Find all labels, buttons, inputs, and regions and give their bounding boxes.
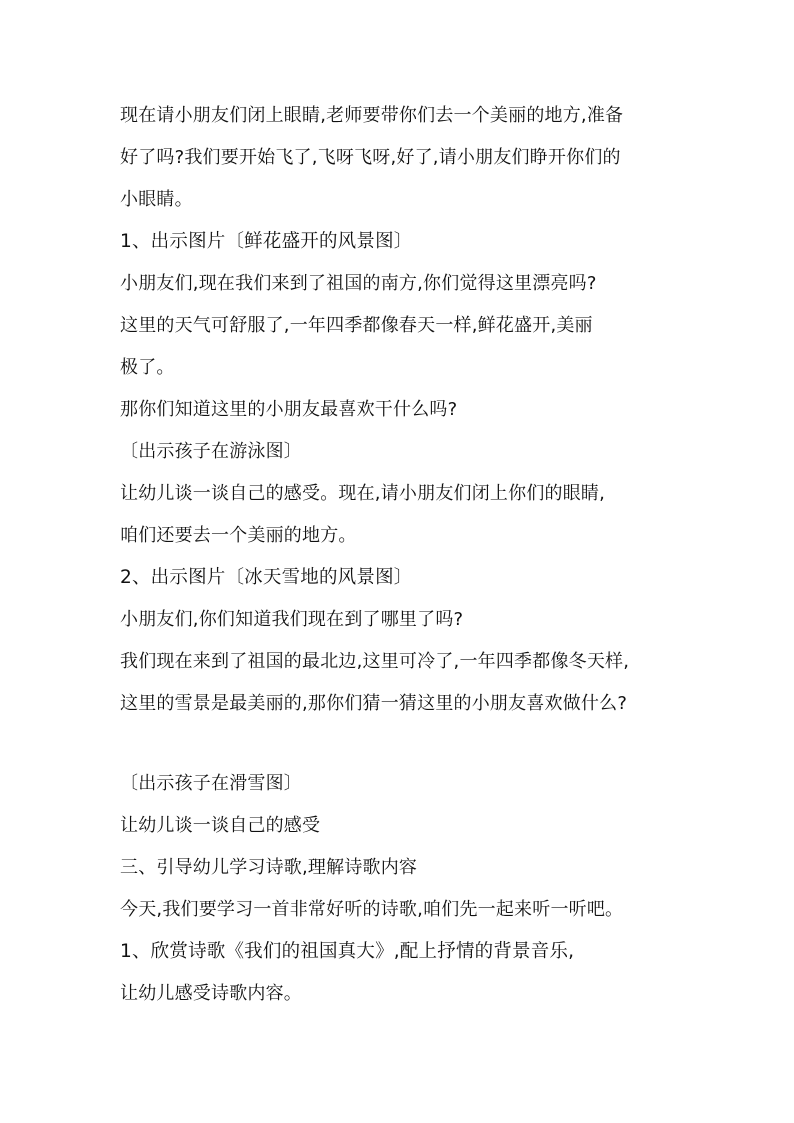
paragraph-line: 极了。 — [120, 357, 175, 378]
paragraph-line: 咱们还要去一个美丽的地方。 — [120, 525, 357, 546]
paragraph-line: 小朋友们,现在我们来到了祖国的南方,你们觉得这里漂亮吗? — [120, 273, 597, 294]
paragraph-line: 这里的雪景是最美丽的,那你们猜一猜这里的小朋友喜欢做什么? — [120, 693, 628, 714]
paragraph-line: 让幼儿感受诗歌内容。 — [120, 983, 302, 1004]
section-heading: 1、出示图片〔鲜花盛开的风景图〕 — [120, 231, 413, 252]
paragraph-line: 那你们知道这里的小朋友最喜欢干什么吗? — [120, 399, 458, 420]
section-heading: 2、出示图片〔冰天雪地的风景图〕 — [120, 567, 413, 588]
paragraph-line: 我们现在来到了祖国的最北边,这里可冷了,一年四季都像冬天样, — [120, 651, 630, 672]
paragraph-line: 好了吗?我们要开始飞了,飞呀飞呀,好了,请小朋友们睁开你们的 — [120, 147, 621, 168]
paragraph-line: 让幼儿谈一谈自己的感受。现在,请小朋友们闭上你们的眼睛, — [120, 483, 606, 504]
paragraph-line: 〔出示孩子在滑雪图〕 — [120, 773, 302, 794]
paragraph-line: 这里的天气可舒服了,一年四季都像春天一样,鲜花盛开,美丽 — [120, 315, 593, 336]
paragraph-line: 小眼睛。 — [120, 189, 193, 210]
paragraph-line: 现在请小朋友们闭上眼睛,老师要带你们去一个美丽的地方,准备 — [120, 105, 624, 126]
section-heading: 三、引导幼儿学习诗歌,理解诗歌内容 — [120, 857, 418, 878]
paragraph-line: 〔出示孩子在游泳图〕 — [120, 441, 302, 462]
paragraph-line: 让幼儿谈一谈自己的感受 — [120, 815, 321, 836]
paragraph-line: 今天,我们要学习一首非常好听的诗歌,咱们先一起来听一听吧。 — [120, 899, 624, 920]
section-heading: 1、欣赏诗歌《我们的祖国真大》,配上抒情的背景音乐, — [120, 941, 575, 962]
paragraph-line: 小朋友们,你们知道我们现在到了哪里了吗? — [120, 609, 464, 630]
